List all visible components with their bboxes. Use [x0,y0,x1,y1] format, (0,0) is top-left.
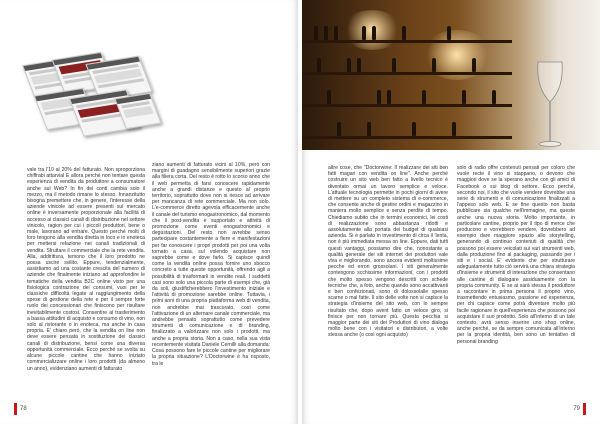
page-number: 79 [573,406,580,412]
body-text: altre cose, che "Doctorwine: Il realizzare dei siti ben fatti magari con vendita on line". Anche perché costruire un sito web ben fatto a livello tecnico è diventato ormai un lavoro semplice e veloce. L'attuale tecnologia permette in pochi giorni di avere di mettere su un completo sistema di e-commerce, che consente anche di gestire ordini e magazzino in maniera molto semplice e senza perdite di tempo. Chiediamo subito che in termini economici, lei costi di realizzazione sono abbastanza ridotti e assolutamente alla portata dei budget di qualsiasi azienda. Si è parlato in investimento di circa il 'lenta, non è più immediata messa on line. Eppure, dati tutti questi vantaggi, possiamo dire che, nonostante a qualità generale dei siti internet dei produttori vale viva e migliorando, sono ancora evidenti moltissime pecche ed errori grossolani. I siti generalmente contengono scchissime informazioni, con i prodotti che molto spesso vengono descritti con schede tecniche che, a foto, anche quando sono accattivanti e ben confezionati, sono di dolossolalle spesso scarne o mal fatte. Il sito delle volte non si capisce la strategia d'insieme del sito web, con lo sempre risultato che, dopo avent fatto un veloce giro, si finisce per non tornare più. Questa pecchia si maggior parte dei siti dei Produttori di vino dialoga molto bene con i visitatori e distributori, a volte stessa anche (o così ogni acquisto) [328,165,448,339]
left-column-1 [27,167,145,372]
body-text: ziano aumenti di fatturato vicini al 10%, però con margini di guadagno sensibilmente superiori grazie alla filiera corta. Del resto è rotto lo scorso anno che il web permetta di farsi conoscere rapidamente anche a grandi distanze e questo al proprio territorio, soprattutto dove non si riesce ad arrivare per mancanza di rete commerciale. Ma non solo. L'e-commerce diretto agevola efficacemente anche il canale del turismo enogastronomico, dal momento che il post-vendita è supportato e attività di promozione come eventi enogastronomici e degustazioni. Del resto non avrebbe senso partecipare costantemente a fiere e manifestazioni per far conoscere i propri prodotti per poi una volta tornato a casa, sul volendo acquistare non saprebbe come e dove farlo. Si capisce quindi come la vendita online possa fornire uno sbocco concreto a tutte queste opportunità, offrendo agli a possibilità di trasformarli in vendite reali. I suddetti casi sono solo una piccola parte di esempi che, già da soli, giustificherebbero l'investimento iniziale e l'attività di promozione sarebbe online. Tuttavia, i primi anni di una propria piattaforma web di vendita, non andrebbe mai trascurato, così come l'attivazione di un alternare canale commerciale, ma andrebbe pensato soprattutto come prevedere strumenti di comunicazione e di branding, finalizzato a valorizzare non solo i prodotti, ma anche a propria storia. Non a caso, nella sua vista recentemente visitata Daniele Cernilli alla domanda: Cosa possono fare le piccole cantine per migliorare la propria situazione? L'Doctorwine è ha risposto, tra le [152,162,270,367]
wine-glass-icon [530,58,570,150]
wine-bar-photo [302,0,600,150]
page-marker [583,403,586,415]
right-column-2 [457,165,575,345]
body-text: solo di radio offre contenuti pensati per coloro che vuole recte il vino si stappano, o devono che maggiori dove se la sperano anche con gli amici di Facebook o sui blog di settore. Ecco perché, secondo noi, il sito che vuole vendere dovrebbe una serie di strumenti e di comunicazione finalizzati a l'appeso solo web. E se fine questo non basta pubblicare sia qualche nell'immagine, ma queste anche una nuova storia. Molto importante, in particolare cantine, proprio per il tipo di merce che producono e vorrebbero vendere, dovrebbero ad esempio dare maggiore spazio allo storytelling, generando di continuo contenuti di qualità che possono poi essere veicolati sui vari strumenti web, dalla produzione fino al packaging, passando per i siti e i social. E' evidente che per strutturare adeguatamente tutto ciò servirà una chiara strategia d'insieme e strumenti di interazione che consentano alle cantine di dialogare assiduamente con la propria community. E se ai sarà stessa il produttore a raccontare in prima persona il proprio vino, trasmettendo entusiasmo, passione ed esperienza, per chi capisce come potrà diventare molto più facile ragionare in quell'esperienza che possono poi acquistare il suo prodotto. Solo all'interno di un tale contesto, avrà senso inserire uno shop online, anche perché, se da sempre comunicata all'interno per la propria identità, ben sono un tentativo di personal branding [457,165,575,345]
left-page [0,0,298,424]
page-marker [14,403,17,415]
left-column-2 [152,162,270,367]
website-screenshots-collage [28,55,153,135]
right-page [302,0,600,424]
body-text: vale tra l'10 al 20% del fatturato. Non sproporziona chiffrabi attarvial E allora perché non tentare questa esperienza di vendita da produttore a consumatore anche sul Web? In fin dei conti cambia solo il mezzo, ma il metodo rimane lo stesso. Innanzitutto bisogna premettere che, in genere, l'interesse della aziende vinicole ad essere presenti sul mercato online è inversamente proporzionale alla facilità di accesso ai classici canali di distribuzione nel settore vinicolo, ragion per cui i piccoli produttori, bene o male, lavorano ad entrare. Questo perché molti di loro tengono alla vendita diretta in loco e in enoteca per mettersi relazione nei canali tradizionali di vendita. Sfruttare il commerciale che la rete vendita. Alla, addirittura, temono che il loro prodotto ne possa uscire svilito. Eppure, tendenzialmente, assistiamo ad una costante crescita del numero di aziende che finalmente iniziano ad approfondire le tematiche della vendita B2C online visto per una fisiologica contrazione dei consumi, vuoi per le classiche difficoltà legate al raggiungimento della spese di gestione della rete e per il sempre forte ruolo dei concessionari che finiscono per risultare inevitabilmente costosi. Consentire al trasferimento a bassa attitudini di acquisto e consumo di vino, non solo al ristorante o in enoteca, ma anche in casa propria. E' chiaro però, che la vendita on line non deve essere pensata in sostituzione dei classici canali di distribuzione, bensì come una diversa opportunità commerciale. Ecco perché se svolta su alcune piccole cantine che hanno iniziato commercializzare online i loro prodotti (da almeno un anno), evidenziano aumenti di fatturato [27,167,145,372]
right-column-1 [328,165,448,339]
page-number: 78 [20,406,27,412]
